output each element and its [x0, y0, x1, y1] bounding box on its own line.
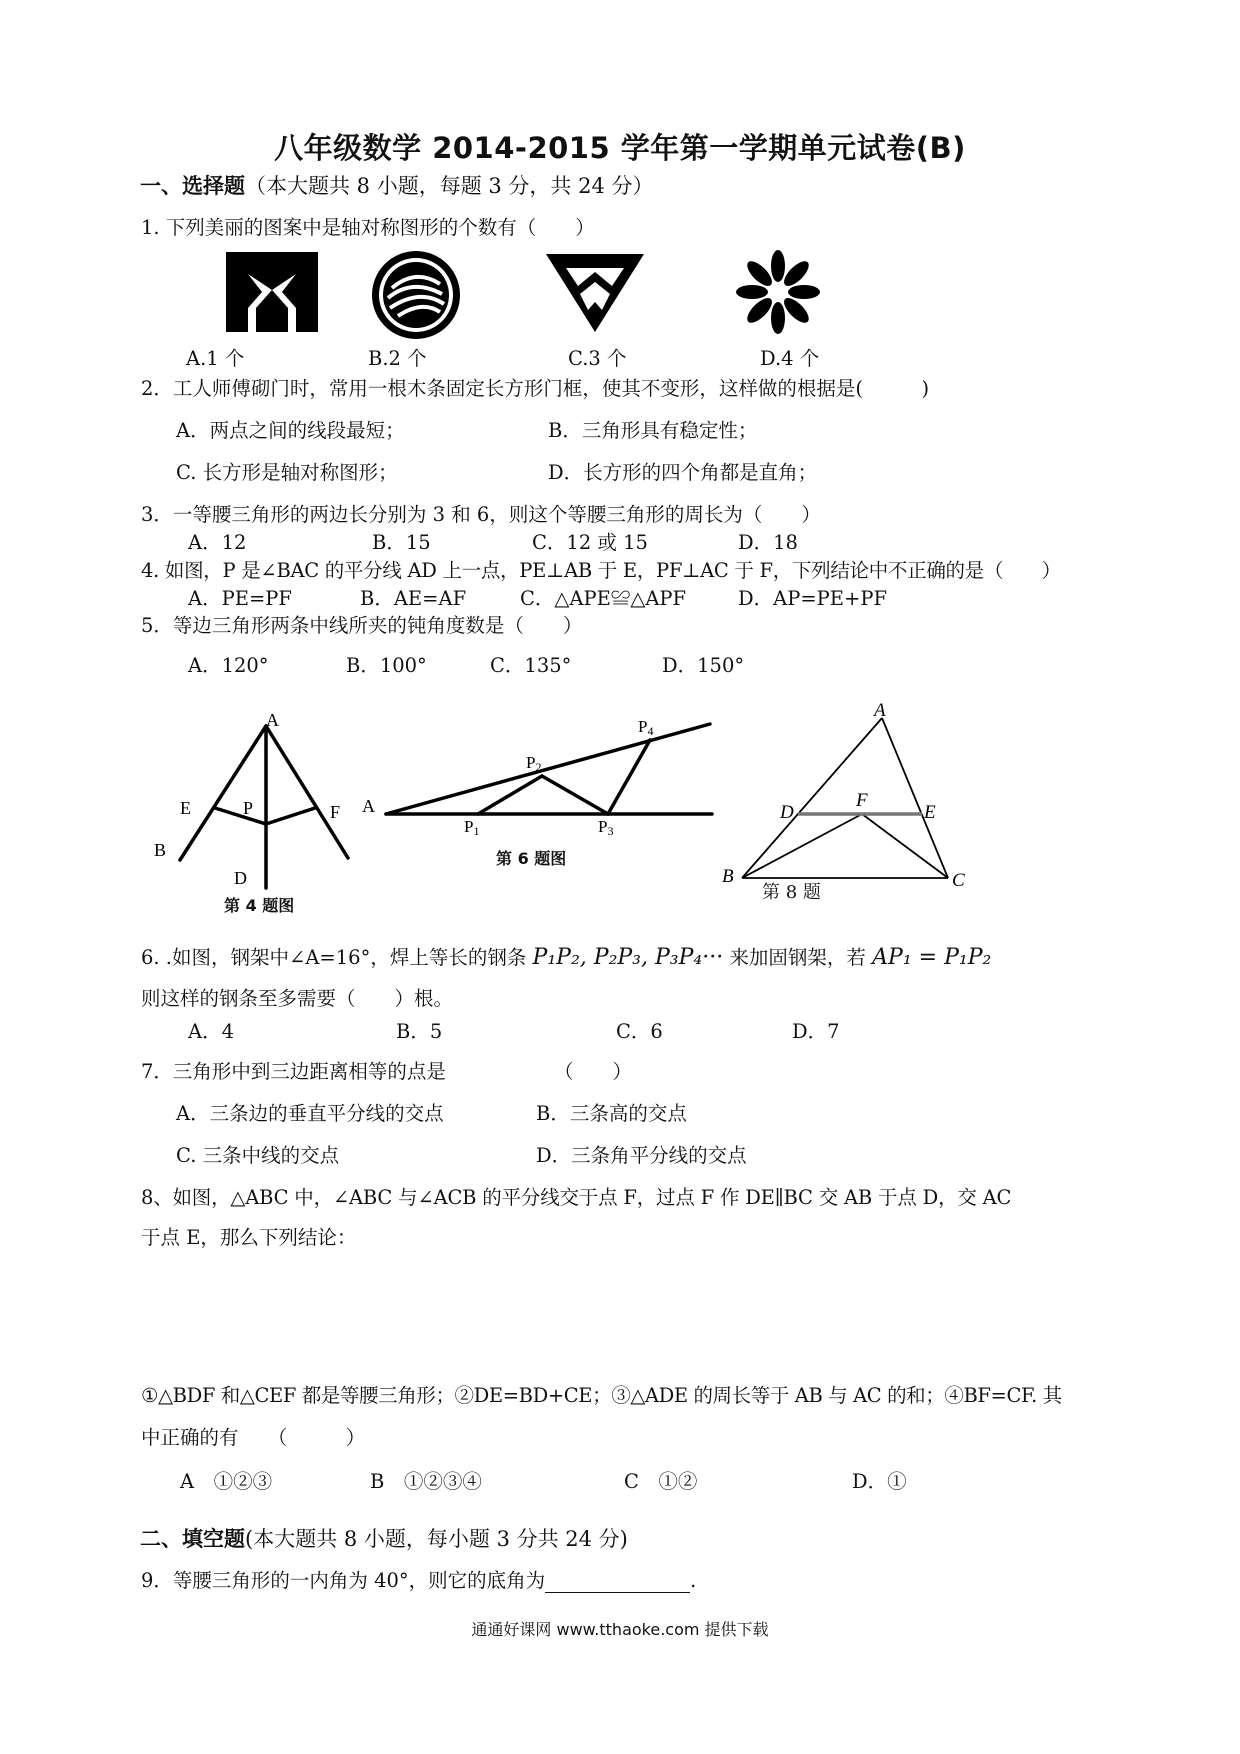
- q6-option-a: A．4: [188, 1020, 234, 1043]
- fig4-line-pf: [266, 808, 315, 824]
- question-2-text: 2．工人师傅砌门时，常用一根木条固定长方形门框，使其不变形，这样做的根据是( ): [141, 377, 930, 400]
- figure-4-diagram: [150, 712, 360, 912]
- fig4-label-p: P: [243, 798, 254, 818]
- q2-option-b: B．三角形具有稳定性；: [548, 419, 758, 442]
- figure-6-caption: 第 6 题图: [496, 849, 567, 868]
- question-1-text: 1. 下列美丽的图案中是轴对称图形的个数有（ ）: [141, 216, 595, 239]
- question-8-line-1: 8、如图，△ABC 中，∠ABC 与∠ACB 的平分线交于点 F，过点 F 作 DE∥BC 交 AB 于点 D，交 AC: [141, 1186, 1012, 1209]
- question-9: [141, 1565, 696, 1593]
- fig8-label-e: E: [924, 802, 936, 823]
- q4-option-a: A．PE=PF: [188, 587, 292, 610]
- fig4-label-f: F: [330, 802, 341, 822]
- section-1-heading: 一、选择题: [140, 174, 245, 198]
- fig6-label-p4: P4: [638, 717, 654, 738]
- q6-option-c: C．6: [616, 1020, 663, 1043]
- q9-answer-blank: [545, 1572, 690, 1593]
- fig6-upper-line: [386, 724, 710, 814]
- q1-option-c: C.3 个: [568, 347, 627, 370]
- symbol-checker-pattern-image: [222, 250, 322, 334]
- q1-option-b: B.2 个: [368, 347, 427, 370]
- q7-option-c: C. 三条中线的交点: [176, 1144, 340, 1167]
- section-1-header: [140, 170, 654, 200]
- question-5-text: 5．等边三角形两条中线所夹的钝角度数是（ ）: [141, 614, 583, 637]
- q9-text: 9．等腰三角形的一内角为 40°，则它的底角为: [141, 1569, 546, 1592]
- q2-option-c: C. 长方形是轴对称图形；: [176, 461, 398, 484]
- fig4-label-b: B: [154, 840, 167, 860]
- q5-option-c: C．135°: [490, 654, 572, 677]
- question-4-text: 4. 如图，P 是∠BAC 的平分线 AD 上一点，PE⊥AB 于 E，PF⊥AC 于 F，下列结论中不正确的是（ ）: [141, 559, 1061, 582]
- figure-4-caption: 第 4 题图: [224, 896, 295, 915]
- q4-option-c: C．△APE≌△APF: [520, 587, 687, 610]
- question-6-line-2: 则这样的钢条至多需要（ ）根。: [141, 987, 454, 1010]
- section-1-note: （本大题共 8 小题，每题 3 分，共 24 分）: [245, 174, 654, 198]
- fig4-label-a: A: [266, 710, 279, 730]
- q6-formula-bars: P₁P₂, P₂P₃, P₃P₄···: [532, 945, 724, 970]
- fig6-bar-p2p3: [542, 776, 608, 814]
- page-footer: 通通好课网 www.tthaoke.com 提供下载: [471, 1620, 769, 1639]
- q7-option-b: B．三条高的交点: [536, 1102, 687, 1125]
- symbol-circle-logo-image: [368, 250, 464, 340]
- question-3-text: 3．一等腰三角形的两边长分别为 3 和 6，则这个等腰三角形的周长为（ ）: [141, 503, 821, 526]
- figure-8-diagram: [718, 700, 988, 900]
- question-7-paren: （ ）: [554, 1060, 633, 1083]
- q8-option-a: A ①②③: [180, 1470, 273, 1493]
- q1-option-d: D.4 个: [760, 347, 820, 370]
- q5-option-d: D．150°: [662, 654, 745, 677]
- fig4-label-d: D: [234, 868, 247, 888]
- fig4-line-pe: [215, 808, 266, 824]
- section-2-header: [140, 1523, 628, 1553]
- q7-option-a: A．三条边的垂直平分线的交点: [176, 1102, 444, 1125]
- q8-option-b: B ①②③④: [370, 1470, 482, 1493]
- q5-option-b: B．100°: [346, 654, 427, 677]
- q6-formula-equal: AP₁ = P₁P₂: [872, 945, 992, 970]
- fig4-line-ac: [266, 726, 348, 858]
- q9-end: .: [690, 1569, 697, 1592]
- q3-option-c: C．12 或 15: [532, 531, 648, 554]
- fig6-label-a: A: [362, 796, 375, 816]
- q3-option-a: A．12: [188, 531, 247, 554]
- q6-prefix: 6. .如图，钢架中∠A=16°，焊上等长的钢条: [141, 946, 527, 969]
- symbol-w-triangle-image: [544, 252, 646, 334]
- question-6-line-1: [141, 942, 991, 970]
- question-8-line-2: 于点 E，那么下列结论：: [141, 1226, 357, 1249]
- fig6-label-p3: P3: [598, 817, 614, 838]
- fig8-label-b: B: [722, 866, 734, 887]
- question-8-line-4: 中正确的有 （ ）: [141, 1426, 366, 1449]
- q6-option-d: D．7: [792, 1020, 840, 1043]
- q8-option-d: D．①: [852, 1470, 907, 1493]
- q4-option-b: B．AE=AF: [360, 587, 467, 610]
- q6-option-b: B．5: [396, 1020, 443, 1043]
- fig6-label-p2: P2: [526, 753, 542, 774]
- fig8-label-f: F: [856, 790, 868, 811]
- section-2-heading: 二、填空题: [140, 1527, 245, 1551]
- q2-option-d: D．长方形的四个角都是直角；: [548, 461, 818, 484]
- q2-option-a: A．两点之间的线段最短；: [176, 419, 405, 442]
- q3-option-d: D．18: [738, 531, 798, 554]
- fig4-line-ab: [180, 726, 266, 860]
- symbol-flower-image: [730, 248, 826, 336]
- q3-option-b: B．15: [372, 531, 431, 554]
- q4-option-d: D．AP=PE+PF: [738, 587, 888, 610]
- figure-8-caption: 第 8 题: [762, 882, 821, 903]
- fig8-line-bf: [742, 814, 862, 878]
- q8-option-c: C ①②: [624, 1470, 698, 1493]
- q5-option-a: A．120°: [188, 654, 269, 677]
- fig6-bar-p1p2: [478, 776, 542, 814]
- section-2-note: (本大题共 8 小题，每小题 3 分共 24 分): [245, 1527, 628, 1551]
- q6-middle: 来加固钢架，若: [729, 946, 866, 969]
- q1-option-a: A.1 个: [186, 347, 245, 370]
- question-7-text: 7．三角形中到三边距离相等的点是: [141, 1060, 446, 1083]
- page-title: 八年级数学 2014-2015 学年第一学期单元试卷(B): [274, 131, 966, 165]
- fig8-label-c: C: [952, 870, 965, 891]
- fig4-label-e: E: [180, 798, 191, 818]
- q7-option-d: D．三条角平分线的交点: [536, 1144, 747, 1167]
- fig6-label-p1: P1: [464, 817, 480, 838]
- question-8-line-3: ①△BDF 和△CEF 都是等腰三角形；②DE=BD+CE；③△ADE 的周长等于 AB 与 AC 的和；④BF=CF. 其: [141, 1384, 1062, 1407]
- figure-6-diagram: [360, 710, 722, 838]
- fig8-label-d: D: [780, 802, 794, 823]
- fig8-label-a: A: [874, 700, 886, 721]
